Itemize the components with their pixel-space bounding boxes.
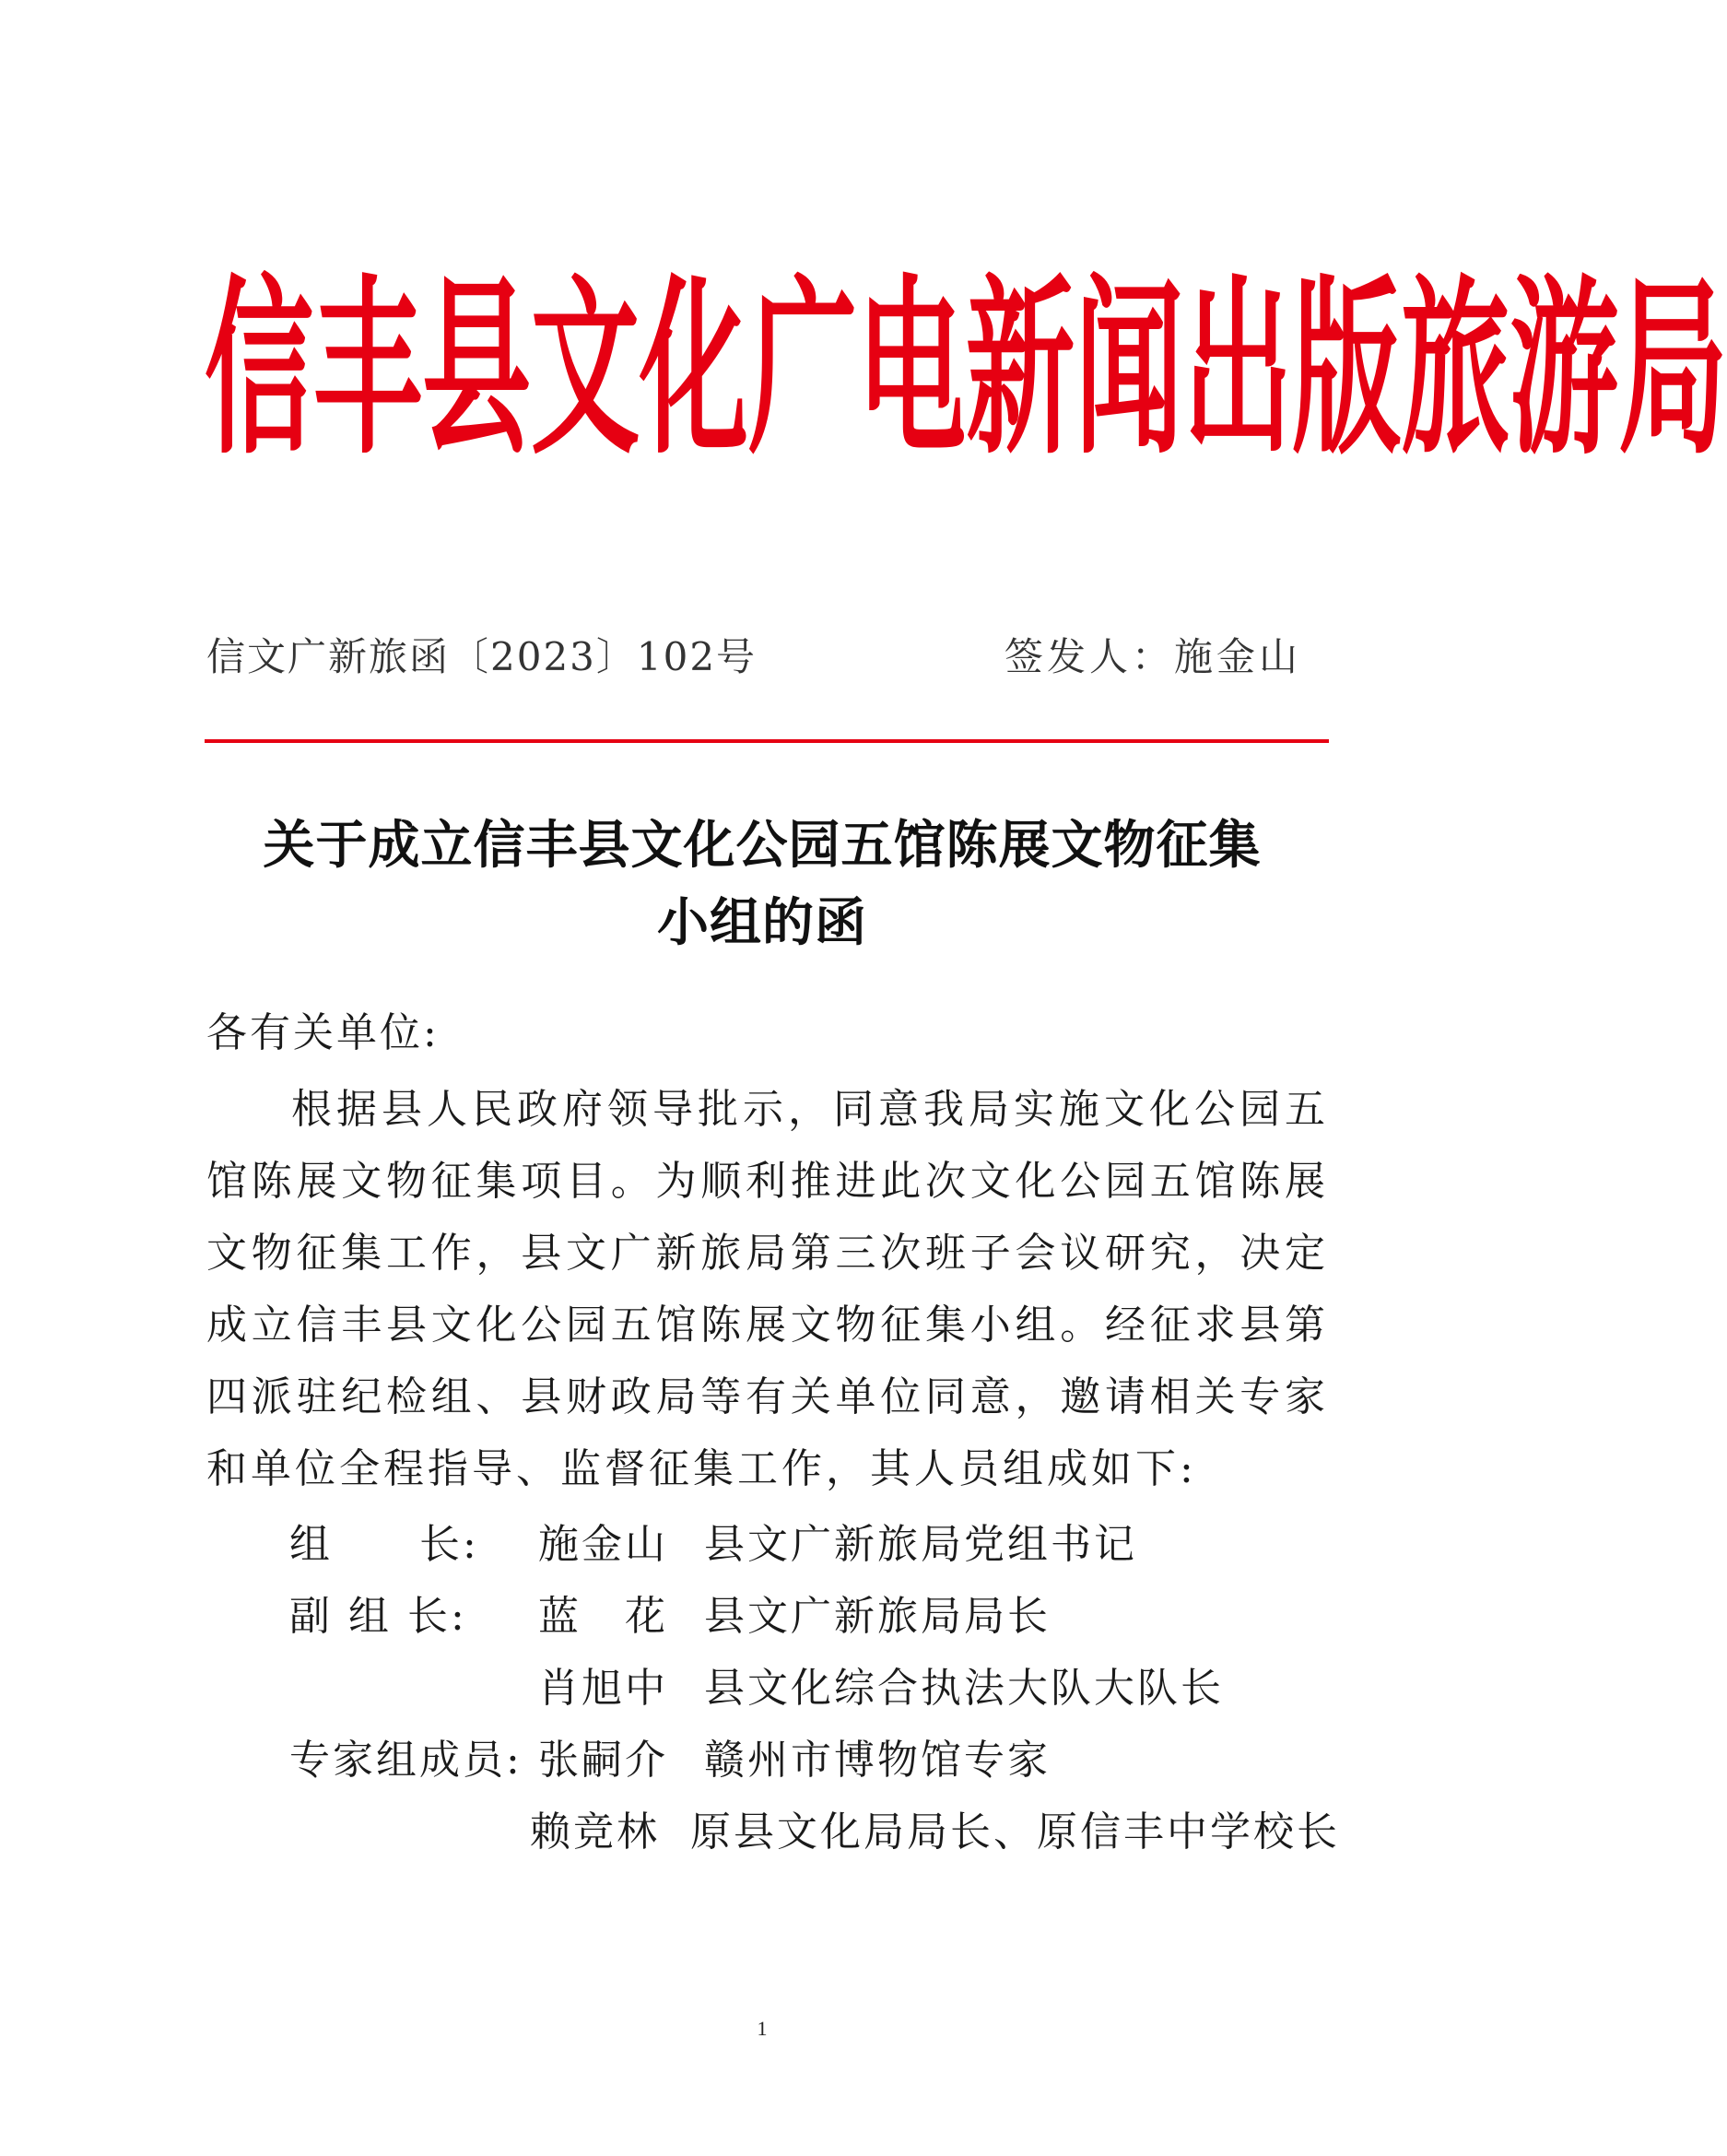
masthead-character: 出 — [1183, 257, 1293, 480]
masthead-character: 闻 — [1075, 257, 1184, 480]
member-position: 原县文化局局长、原信丰中学校长 — [690, 1808, 1340, 1856]
masthead-character: 文 — [531, 257, 640, 480]
member-row — [289, 1504, 1340, 1576]
issuer-name: 施金山 — [1174, 634, 1302, 679]
masthead-character: 信 — [205, 257, 314, 480]
masthead-character: 丰 — [313, 257, 423, 480]
member-name: 肖旭中 — [538, 1665, 668, 1712]
body-paragraph: 根据县人民政府领导批示，同意我局实施文化公园五馆陈展文物征集项目。为顺利推进此次文化公园五馆陈展文物征集工作，县文广新旅局第三次班子会议研究，决定成立信丰县文化公园五馆陈展文物征集小组。经征求县第四派驻纪检组、县财政局等有关单位同意，邀请相关专家和单位全程指导、监督征集工作，其人员组成如下: — [206, 1086, 1329, 1492]
issuer-label: 签发人： — [1004, 634, 1175, 679]
member-role: 副 组 长: — [289, 1593, 467, 1640]
member-position: 县文广新旅局局长 — [704, 1593, 1051, 1640]
member-name: 蓝 花 — [538, 1593, 668, 1640]
masthead-character: 局 — [1618, 257, 1727, 480]
member-name: 赖竞林 — [530, 1808, 660, 1856]
masthead-character: 电 — [857, 257, 967, 480]
member-name: 施金山 — [538, 1521, 668, 1568]
issuer-line — [1004, 627, 1301, 682]
member-position: 赣州市博物馆专家 — [704, 1737, 1051, 1784]
title-line-2: 小组的函 — [657, 892, 867, 953]
member-row — [289, 1648, 1340, 1720]
member-role: 组 长: — [289, 1521, 479, 1568]
masthead-character: 广 — [748, 257, 858, 480]
masthead-character: 版 — [1292, 257, 1402, 480]
member-position: 县文化综合执法大队大队长 — [704, 1665, 1224, 1712]
member-list — [289, 1504, 1340, 1864]
masthead-character: 旅 — [1401, 257, 1510, 480]
masthead-character: 化 — [640, 257, 749, 480]
member-position: 县文广新旅局党组书记 — [704, 1521, 1137, 1568]
member-name: 张嗣介 — [538, 1737, 668, 1784]
member-row — [289, 1576, 1340, 1648]
red-separator-line — [205, 739, 1329, 743]
masthead-title — [205, 257, 1727, 480]
document-number: 信文广新旅函〔2023〕102号 — [206, 634, 758, 679]
member-row — [289, 1720, 1340, 1792]
member-role: 专家组成员: — [289, 1737, 523, 1784]
page-number: 1 — [757, 2017, 768, 2040]
masthead-character: 县 — [422, 257, 532, 480]
title-line-1: 关于成立信丰县文化公园五馆陈展文物征集 — [263, 815, 1262, 876]
masthead-character: 新 — [966, 257, 1075, 480]
document-title — [184, 807, 1340, 961]
salutation: 各有关单位: — [206, 1009, 440, 1056]
member-row — [289, 1792, 1340, 1864]
masthead-character: 游 — [1510, 257, 1619, 480]
